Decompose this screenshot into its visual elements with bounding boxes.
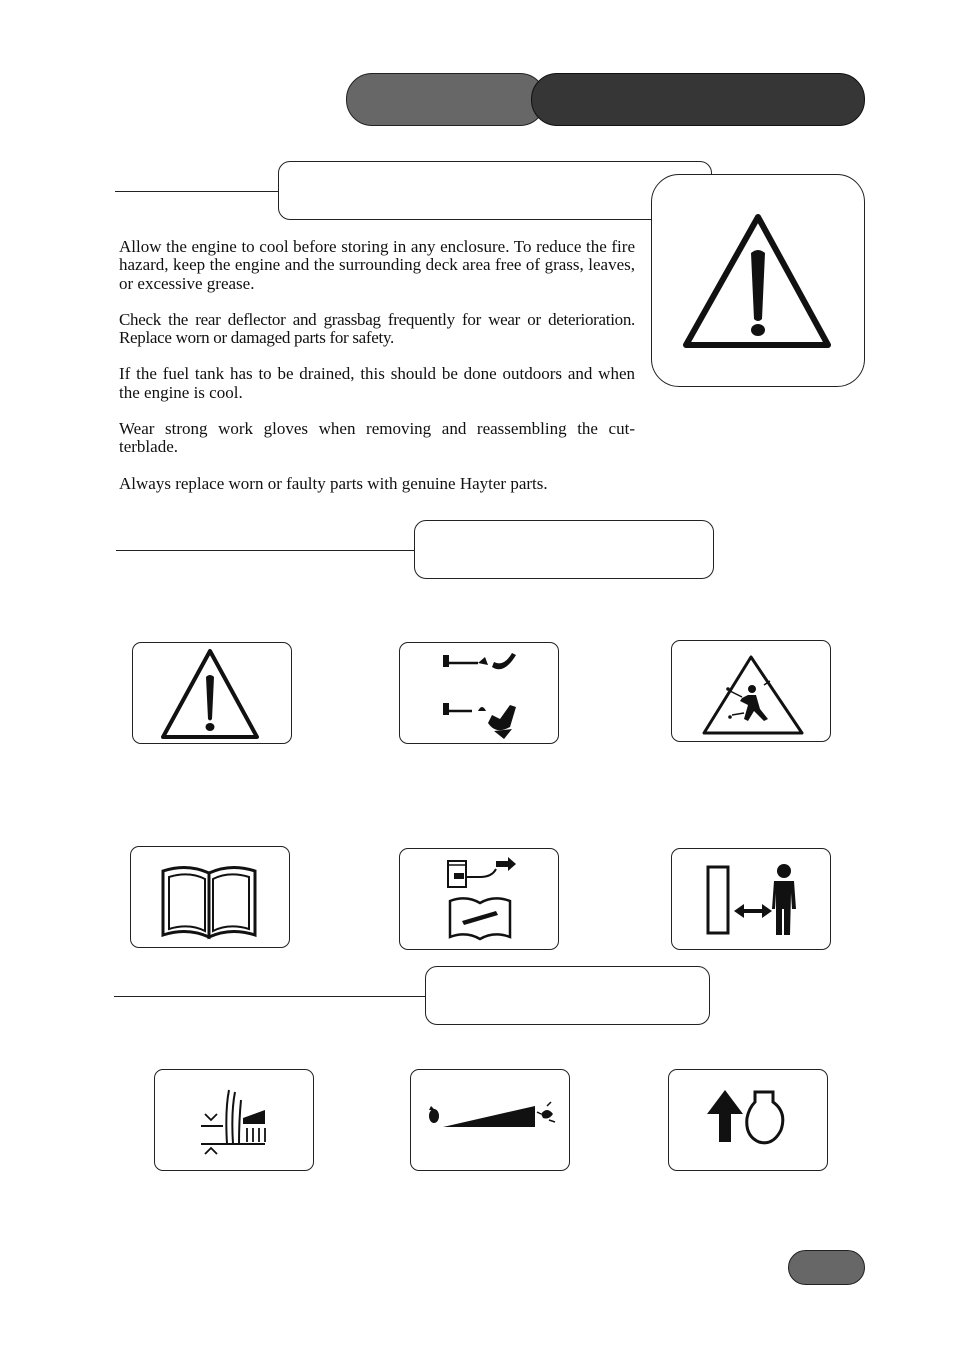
symbol-box-warning xyxy=(132,642,292,744)
warning-triangle-icon xyxy=(682,211,832,351)
section-rule xyxy=(116,550,416,551)
paragraph: Allow the engine to cool before storing in any enclosure. To reduce the fire hazard, keep the engine and the surrounding deck area free of grass, leaves, or excessive grease. xyxy=(119,237,635,293)
control-box-choke xyxy=(668,1069,828,1171)
symbol-box-spark-plug xyxy=(399,848,559,950)
cutting-height-icon xyxy=(155,1070,315,1172)
symbol-box-thrown-objects xyxy=(671,640,831,742)
symbol-box-blade-hand xyxy=(399,642,559,744)
header-tab-left xyxy=(346,73,546,126)
throttle-speed-icon xyxy=(411,1070,571,1172)
choke-icon xyxy=(669,1070,829,1172)
section-heading-box xyxy=(278,161,712,220)
header-tab-right xyxy=(531,73,865,126)
disconnect-spark-plug-icon xyxy=(400,849,560,951)
paragraph: Check the rear deflector and grassbag frequently for wear or deterioration. Replace worn or damaged parts for safety. xyxy=(119,309,635,348)
warning-panel xyxy=(651,174,865,387)
control-box-cutting-height xyxy=(154,1069,314,1171)
symbol-box-keep-distance xyxy=(671,848,831,950)
section-rule xyxy=(114,996,427,997)
read-manual-icon xyxy=(131,847,291,949)
blade-hand-hazard-icon xyxy=(400,643,560,745)
safety-text xyxy=(119,238,635,511)
keep-distance-icon xyxy=(672,849,832,951)
thrown-objects-hazard-icon xyxy=(672,641,832,743)
warning-triangle-icon xyxy=(133,643,293,745)
paragraph: If the fuel tank has to be drained, this should be done outdoors and when the engine is cool. xyxy=(119,364,635,402)
section-heading-box xyxy=(414,520,714,579)
page-number-pill xyxy=(788,1250,865,1285)
paragraph: Always replace worn or faulty parts with genuine Hayter parts. xyxy=(119,473,548,493)
section-rule xyxy=(115,191,280,192)
paragraph: Wear strong work gloves when removing and reassembling the cut-terblade. xyxy=(119,419,635,457)
symbol-box-read-manual xyxy=(130,846,290,948)
control-box-throttle xyxy=(410,1069,570,1171)
section-heading-box xyxy=(425,966,710,1025)
